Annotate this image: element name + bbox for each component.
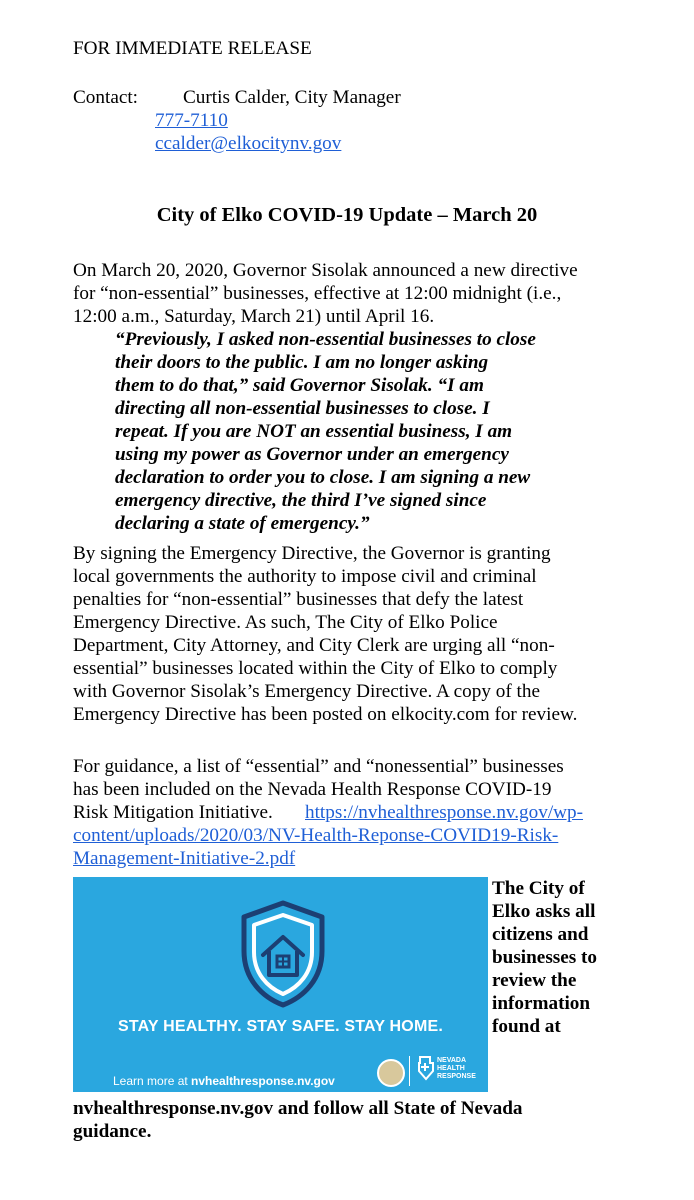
quote-line-9: declaring a state of emergency.” (115, 513, 370, 534)
guidance-link-line-3[interactable]: Management-Initiative-2.pdf (73, 848, 296, 869)
banner-learn-prefix: Learn more at (113, 1074, 192, 1088)
side-text-line-3: citizens and (492, 924, 589, 945)
quote-line-7: declaration to order you to close. I am signing a new (115, 467, 531, 488)
contact-email-link[interactable]: ccalder@elkocitynv.gov (155, 133, 342, 154)
banner-learn-more (113, 1070, 335, 1092)
side-text-line-4: businesses to (492, 947, 598, 968)
side-text-line-2: Elko asks all (492, 901, 596, 922)
intro-line-2: for “non-essential” businesses, effective at 12:00 midnight (i.e., (73, 283, 562, 304)
quote-line-3: them to do that,” said Governor Sisolak. “I am (115, 375, 484, 396)
quote-line-1: “Previously, I asked non-essential businesses to close (115, 329, 536, 350)
side-text-line-5: review the (492, 970, 577, 991)
body-line-1: By signing the Emergency Directive, the Governor is granting (73, 543, 551, 564)
side-text-line-1: The City of (492, 878, 585, 899)
banner-learn-site: nvhealthresponse.nv.gov (191, 1074, 335, 1088)
closing-line-1: nvhealthresponse.nv.gov and follow all State of Nevada (73, 1098, 523, 1119)
banner-slogan: STAY HEALTHY. STAY SAFE. STAY HOME. (117, 1018, 443, 1035)
side-text-line-7: found at (492, 1016, 561, 1037)
body-line-8: Emergency Directive has been posted on elkocity.com for review. (73, 704, 578, 725)
shield-house-icon (236, 899, 330, 1009)
guidance-line-3: Risk Mitigation Initiative. (73, 802, 273, 823)
quote-line-4: directing all non-essential businesses to close. I (115, 398, 490, 419)
body-line-7: with Governor Sisolak’s Emergency Directive. A copy of the (73, 681, 540, 702)
guidance-link-line-2[interactable]: content/uploads/2020/03/NV-Health-Reponse-COVID19-Risk- (73, 825, 559, 846)
quote-line-5: repeat. If you are NOT an essential business, I am (115, 421, 513, 442)
intro-line-3: 12:00 a.m., Saturday, March 21) until April 16. (73, 306, 435, 327)
side-text-line-6: information (492, 993, 591, 1014)
page-title: City of Elko COVID-19 Update – March 20 (156, 204, 538, 226)
intro-line-1: On March 20, 2020, Governor Sisolak announced a new directive (73, 260, 578, 281)
banner-divider (409, 1056, 410, 1086)
contact-phone-link[interactable]: 777-7110 (155, 110, 228, 131)
quote-line-6: using my power as Governor under an emergency (115, 444, 509, 465)
health-response-logo-text: NEVADA HEALTH RESPONSE (437, 1057, 476, 1080)
quote-line-8: emergency directive, the third I’ve signed since (115, 490, 487, 511)
body-line-4: Emergency Directive. As such, The City of Elko Police (73, 612, 498, 633)
body-line-3: penalties for “non-essential” businesses that defy the latest (73, 589, 524, 610)
nevada-seal-icon (377, 1059, 405, 1087)
guidance-link-line-1[interactable]: https://nvhealthresponse.nv.gov/wp- (305, 802, 584, 823)
health-response-logo-icon (416, 1055, 434, 1081)
contact-label: Contact: (73, 87, 139, 108)
release-label: FOR IMMEDIATE RELEASE (73, 38, 312, 59)
contact-name: Curtis Calder, City Manager (183, 87, 401, 108)
quote-line-2: their doors to the public. I am no longer asking (115, 352, 489, 373)
guidance-line-1: For guidance, a list of “essential” and “nonessential” businesses (73, 756, 564, 777)
body-line-5: Department, City Attorney, and City Clerk are urging all “non- (73, 635, 555, 656)
guidance-line-2: has been included on the Nevada Health Response COVID-19 (73, 779, 552, 800)
closing-line-2: guidance. (73, 1121, 152, 1142)
body-line-6: essential” businesses located within the City of Elko to comply (73, 658, 558, 679)
body-line-2: local governments the authority to impose civil and criminal (73, 566, 537, 587)
